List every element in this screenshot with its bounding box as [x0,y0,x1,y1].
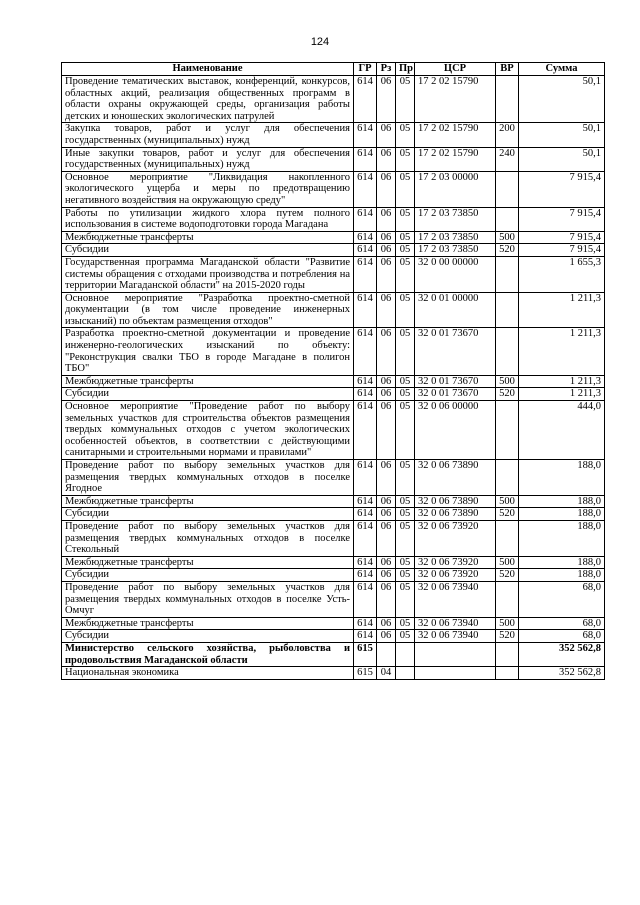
table-row [62,375,605,388]
cell-rz: 06 [377,581,396,617]
cell-csr: 32 0 06 73920 [415,569,496,582]
cell-vr: 500 [496,231,519,244]
cell-gr: 614 [354,231,377,244]
cell-pr [396,667,415,680]
cell-rz: 06 [377,630,396,643]
cell-sum: 188,0 [519,556,605,569]
cell-pr: 05 [396,508,415,521]
table-row [62,556,605,569]
cell-csr: 17 2 02 15790 [415,76,496,123]
cell-csr: 17 2 03 73850 [415,244,496,257]
cell-pr: 05 [396,556,415,569]
cell-csr: 32 0 06 73890 [415,495,496,508]
cell-vr: 240 [496,147,519,171]
cell-gr: 614 [354,581,377,617]
table-row [62,569,605,582]
cell-gr: 614 [354,76,377,123]
cell-csr: 32 0 00 00000 [415,256,496,292]
table-row [62,244,605,257]
header-vr: ВР [496,63,519,76]
cell-sum: 352 562,8 [519,667,605,680]
cell-name: Иные закупки товаров, работ и услуг для обеспечения государственных (муниципальных) нужд [62,147,354,171]
cell-sum: 68,0 [519,630,605,643]
cell-pr: 05 [396,256,415,292]
cell-pr: 05 [396,292,415,328]
cell-gr: 614 [354,520,377,556]
cell-csr [415,667,496,680]
cell-rz: 06 [377,328,396,375]
cell-pr: 05 [396,171,415,207]
table-row [62,328,605,375]
cell-vr [496,171,519,207]
cell-vr: 520 [496,630,519,643]
cell-csr: 17 2 03 73850 [415,207,496,231]
cell-gr: 614 [354,147,377,171]
page-number: 124 [310,36,330,48]
cell-csr: 32 0 01 73670 [415,328,496,375]
cell-pr: 05 [396,581,415,617]
cell-sum: 7 915,4 [519,207,605,231]
cell-rz: 06 [377,569,396,582]
cell-gr: 614 [354,617,377,630]
cell-rz: 06 [377,520,396,556]
cell-vr [496,76,519,123]
cell-vr [496,292,519,328]
cell-vr [496,328,519,375]
cell-sum: 1 211,3 [519,328,605,375]
cell-csr: 32 0 01 73670 [415,388,496,401]
cell-name: Основное мероприятие "Проведение работ по выбору земельных участков для строительства объектов размещения твердых коммунальных отходов с учетом экологических особенностей объектов, в соответствии с действующими санитарными и строительными нормами и правилами" [62,401,354,460]
cell-name: Межбюджетные трансферты [62,231,354,244]
cell-sum: 1 211,3 [519,292,605,328]
cell-sum: 188,0 [519,495,605,508]
cell-csr: 32 0 06 73920 [415,520,496,556]
cell-csr: 32 0 06 00000 [415,401,496,460]
cell-vr [496,642,519,666]
cell-csr: 32 0 06 73920 [415,556,496,569]
cell-name: Основное мероприятие "Ликвидация накопленного экологического ущерба и меры по предотвращению негативного воздействия на окружающую среду" [62,171,354,207]
cell-csr: 32 0 06 73890 [415,460,496,496]
cell-pr: 05 [396,328,415,375]
cell-rz: 06 [377,76,396,123]
table-row [62,460,605,496]
cell-pr: 05 [396,207,415,231]
cell-csr: 32 0 06 73940 [415,630,496,643]
cell-vr: 520 [496,244,519,257]
cell-name: Субсидии [62,244,354,257]
cell-gr: 614 [354,388,377,401]
budget-table [61,62,605,680]
cell-pr: 05 [396,123,415,147]
cell-pr: 05 [396,231,415,244]
cell-csr: 17 2 03 00000 [415,171,496,207]
cell-pr: 05 [396,76,415,123]
cell-name: Межбюджетные трансферты [62,556,354,569]
cell-rz: 06 [377,171,396,207]
cell-rz: 06 [377,375,396,388]
cell-gr: 615 [354,667,377,680]
cell-sum: 7 915,4 [519,231,605,244]
cell-sum: 188,0 [519,520,605,556]
cell-sum: 50,1 [519,123,605,147]
cell-rz: 06 [377,207,396,231]
header-sum: Сумма [519,63,605,76]
cell-name: Проведение работ по выбору земельных участков для размещения твердых коммунальных отходов в поселке Стекольный [62,520,354,556]
cell-csr: 17 2 03 73850 [415,231,496,244]
cell-vr [496,667,519,680]
cell-vr: 520 [496,388,519,401]
cell-gr: 614 [354,569,377,582]
cell-csr: 32 0 06 73940 [415,581,496,617]
table-row [62,617,605,630]
table-row [62,630,605,643]
cell-name: Межбюджетные трансферты [62,375,354,388]
cell-rz: 06 [377,495,396,508]
cell-name: Проведение работ по выбору земельных участков для размещения твердых коммунальных отходов в поселке Усть-Омчуг [62,581,354,617]
cell-name: Межбюджетные трансферты [62,495,354,508]
table-row [62,495,605,508]
cell-rz: 06 [377,401,396,460]
cell-gr: 614 [354,207,377,231]
cell-rz: 06 [377,147,396,171]
cell-gr: 615 [354,642,377,666]
cell-vr: 500 [496,556,519,569]
cell-gr: 614 [354,328,377,375]
table-row [62,207,605,231]
header-name: Наименование [62,63,354,76]
cell-sum: 444,0 [519,401,605,460]
cell-name: Основное мероприятие "Разработка проектно-сметной документации (в том числе проведение инженерных изысканий) по объектам размещения отходов" [62,292,354,328]
cell-vr: 500 [496,375,519,388]
cell-gr: 614 [354,244,377,257]
cell-name: Субсидии [62,508,354,521]
cell-csr: 32 0 01 00000 [415,292,496,328]
cell-name: Проведение работ по выбору земельных участков для размещения твердых коммунальных отходов в поселке Ягодное [62,460,354,496]
table-row [62,581,605,617]
cell-sum: 188,0 [519,569,605,582]
cell-vr: 500 [496,617,519,630]
cell-rz [377,642,396,666]
cell-vr [496,401,519,460]
cell-name: Межбюджетные трансферты [62,617,354,630]
cell-name: Государственная программа Магаданской области "Развитие системы обращения с отходами производства и потребления на территории Магаданской области" на 2015-2020 годы [62,256,354,292]
cell-gr: 614 [354,292,377,328]
cell-pr: 05 [396,520,415,556]
cell-sum: 188,0 [519,460,605,496]
cell-name: Субсидии [62,388,354,401]
cell-rz: 06 [377,256,396,292]
cell-sum: 50,1 [519,76,605,123]
cell-gr: 614 [354,171,377,207]
header-gr: ГР [354,63,377,76]
cell-csr: 17 2 02 15790 [415,147,496,171]
cell-pr [396,642,415,666]
cell-vr: 500 [496,495,519,508]
table-row [62,520,605,556]
cell-sum: 352 562,8 [519,642,605,666]
cell-sum: 7 915,4 [519,244,605,257]
cell-vr: 520 [496,508,519,521]
cell-csr: 32 0 06 73940 [415,617,496,630]
cell-name: Субсидии [62,630,354,643]
cell-csr: 17 2 02 15790 [415,123,496,147]
cell-pr: 05 [396,495,415,508]
cell-rz: 06 [377,244,396,257]
cell-pr: 05 [396,244,415,257]
table-row [62,667,605,680]
cell-vr: 520 [496,569,519,582]
cell-rz: 06 [377,617,396,630]
cell-rz: 06 [377,123,396,147]
cell-pr: 05 [396,375,415,388]
cell-name: Министерство сельского хозяйства, рыболовства и продовольствия Магаданской области [62,642,354,666]
table-row [62,123,605,147]
cell-sum: 1 211,3 [519,375,605,388]
cell-pr: 05 [396,401,415,460]
cell-sum: 68,0 [519,617,605,630]
cell-vr [496,520,519,556]
cell-vr [496,207,519,231]
cell-gr: 614 [354,123,377,147]
cell-sum: 188,0 [519,508,605,521]
cell-pr: 05 [396,617,415,630]
cell-pr: 05 [396,630,415,643]
cell-rz: 06 [377,388,396,401]
cell-gr: 614 [354,375,377,388]
cell-rz: 06 [377,460,396,496]
cell-gr: 614 [354,460,377,496]
table-row [62,508,605,521]
table-row [62,388,605,401]
header-csr: ЦСР [415,63,496,76]
cell-gr: 614 [354,556,377,569]
header-pr: Пр [396,63,415,76]
cell-pr: 05 [396,460,415,496]
cell-vr [496,256,519,292]
table-row [62,231,605,244]
cell-gr: 614 [354,495,377,508]
cell-vr: 200 [496,123,519,147]
table-row [62,292,605,328]
table-row [62,147,605,171]
table-row [62,171,605,207]
cell-csr: 32 0 01 73670 [415,375,496,388]
cell-csr [415,642,496,666]
cell-name: Субсидии [62,569,354,582]
cell-vr [496,581,519,617]
header-rz: Рз [377,63,396,76]
cell-name: Работы по утилизации жидкого хлора путем полного использования в системе водоподготовки города Магадана [62,207,354,231]
table-row [62,256,605,292]
cell-pr: 05 [396,147,415,171]
table-body [62,76,605,680]
cell-rz: 06 [377,231,396,244]
table-row [62,642,605,666]
table-header-row [62,63,605,76]
cell-name: Закупка товаров, работ и услуг для обеспечения государственных (муниципальных) нужд [62,123,354,147]
cell-sum: 50,1 [519,147,605,171]
cell-gr: 614 [354,401,377,460]
cell-gr: 614 [354,508,377,521]
cell-rz: 06 [377,292,396,328]
table-row [62,76,605,123]
cell-vr [496,460,519,496]
cell-name: Разработка проектно-сметной документации и проведение инженерно-геологических изысканий по объекту: "Реконструкция свалки ТБО в городе Магадане в полигон ТБО" [62,328,354,375]
cell-name: Проведение тематических выставок, конференций, конкурсов, областных акций, реализация общественных программ в области охраны окружающей среды, организация работы детских и юношеских экологических патрулей [62,76,354,123]
cell-pr: 05 [396,388,415,401]
cell-gr: 614 [354,256,377,292]
cell-rz: 06 [377,556,396,569]
cell-rz: 04 [377,667,396,680]
cell-sum: 1 655,3 [519,256,605,292]
cell-sum: 1 211,3 [519,388,605,401]
cell-pr: 05 [396,569,415,582]
cell-gr: 614 [354,630,377,643]
cell-csr: 32 0 06 73890 [415,508,496,521]
cell-rz: 06 [377,508,396,521]
cell-sum: 68,0 [519,581,605,617]
cell-sum: 7 915,4 [519,171,605,207]
table-row [62,401,605,460]
cell-name: Национальная экономика [62,667,354,680]
